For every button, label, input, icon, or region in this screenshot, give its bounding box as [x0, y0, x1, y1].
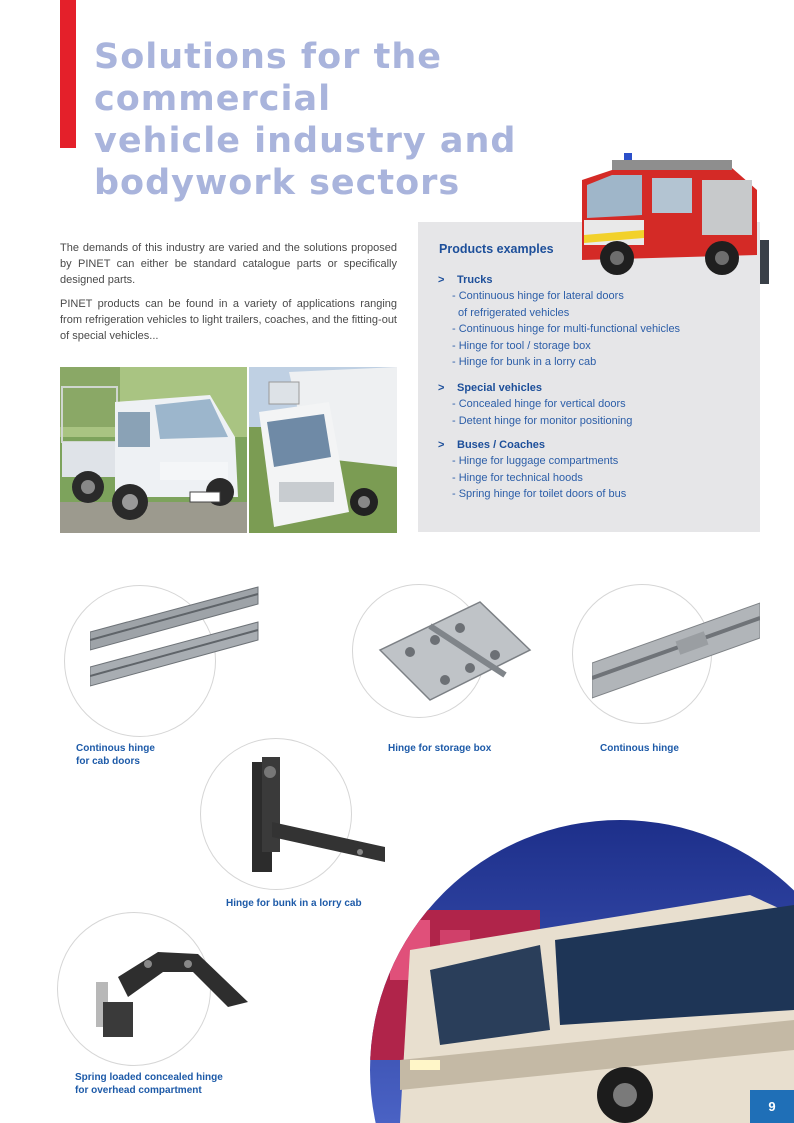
title-line-3: bodywork sectors — [94, 163, 461, 203]
overhead-compartment-hinge-image — [88, 942, 253, 1047]
caption-continous-hinge: Continous hinge — [600, 743, 679, 754]
intro-text — [60, 240, 397, 352]
title-line-2: vehicle industry and — [94, 121, 517, 161]
chevron-right-icon: > — [438, 274, 445, 286]
list-item: - Spring hinge for toilet doors of bus — [452, 488, 627, 500]
section-trucks — [438, 274, 680, 371]
section-heading: Buses / Coaches — [457, 439, 546, 451]
list-item: of refrigerated vehicles — [458, 306, 570, 319]
continuous-hinge-image — [592, 598, 760, 703]
red-accent-bar — [60, 0, 76, 148]
chevron-right-icon: > — [438, 382, 445, 394]
section-buses-coaches — [438, 439, 626, 503]
section-special-vehicles — [438, 382, 632, 429]
section-heading: Trucks — [457, 274, 493, 286]
list-item: - Concealed hinge for vertical doors — [452, 398, 626, 410]
intro-paragraph-2: PINET products can be found in a variety of applications ranging from refrigeration vehicles to light trailers, coaches, and the fitting-out of special vehicles... — [60, 298, 397, 342]
list-item: - Hinge for tool / storage box — [452, 339, 591, 352]
utility-vehicle-photo — [60, 367, 247, 533]
list-item: - Hinge for bunk in a lorry cab — [452, 356, 597, 368]
panel-title: Products examples — [439, 242, 554, 256]
intro-paragraph-1: The demands of this industry are varied and the solutions proposed by PINET can either be standard catalogue parts or specifically designed parts. — [60, 242, 397, 286]
caption-overhead: Spring loaded concealed hinge for overhead compartment — [75, 1072, 223, 1096]
caption-bunk: Hinge for bunk in a lorry cab — [226, 898, 362, 909]
list-item: - Continuous hinge for multi-functional vehicles — [452, 323, 681, 335]
list-item: - Continuous hinge for lateral doors — [452, 290, 624, 302]
caption-storage-box: Hinge for storage box — [388, 743, 492, 754]
section-heading: Special vehicles — [457, 382, 542, 394]
bunk-hinge-image — [240, 752, 390, 882]
page-number-badge: 9 — [750, 1090, 794, 1123]
list-item: - Detent hinge for monitor positioning — [452, 414, 633, 427]
page-title — [94, 36, 654, 204]
fire-truck-photo — [572, 150, 764, 282]
title-line-1: Solutions for the commercial — [94, 37, 442, 119]
storage-box-hinge-image — [375, 600, 535, 710]
list-item: - Hinge for luggage compartments — [452, 455, 619, 467]
chevron-right-icon: > — [438, 439, 445, 451]
refrigerated-truck-photo — [249, 367, 397, 533]
caption-cab-doors: Continous hinge for cab doors — [76, 743, 155, 767]
list-item: - Hinge for technical hoods — [452, 471, 583, 484]
continuous-hinge-cab-doors-image — [90, 582, 260, 702]
coach-bus-photo — [370, 820, 794, 1123]
